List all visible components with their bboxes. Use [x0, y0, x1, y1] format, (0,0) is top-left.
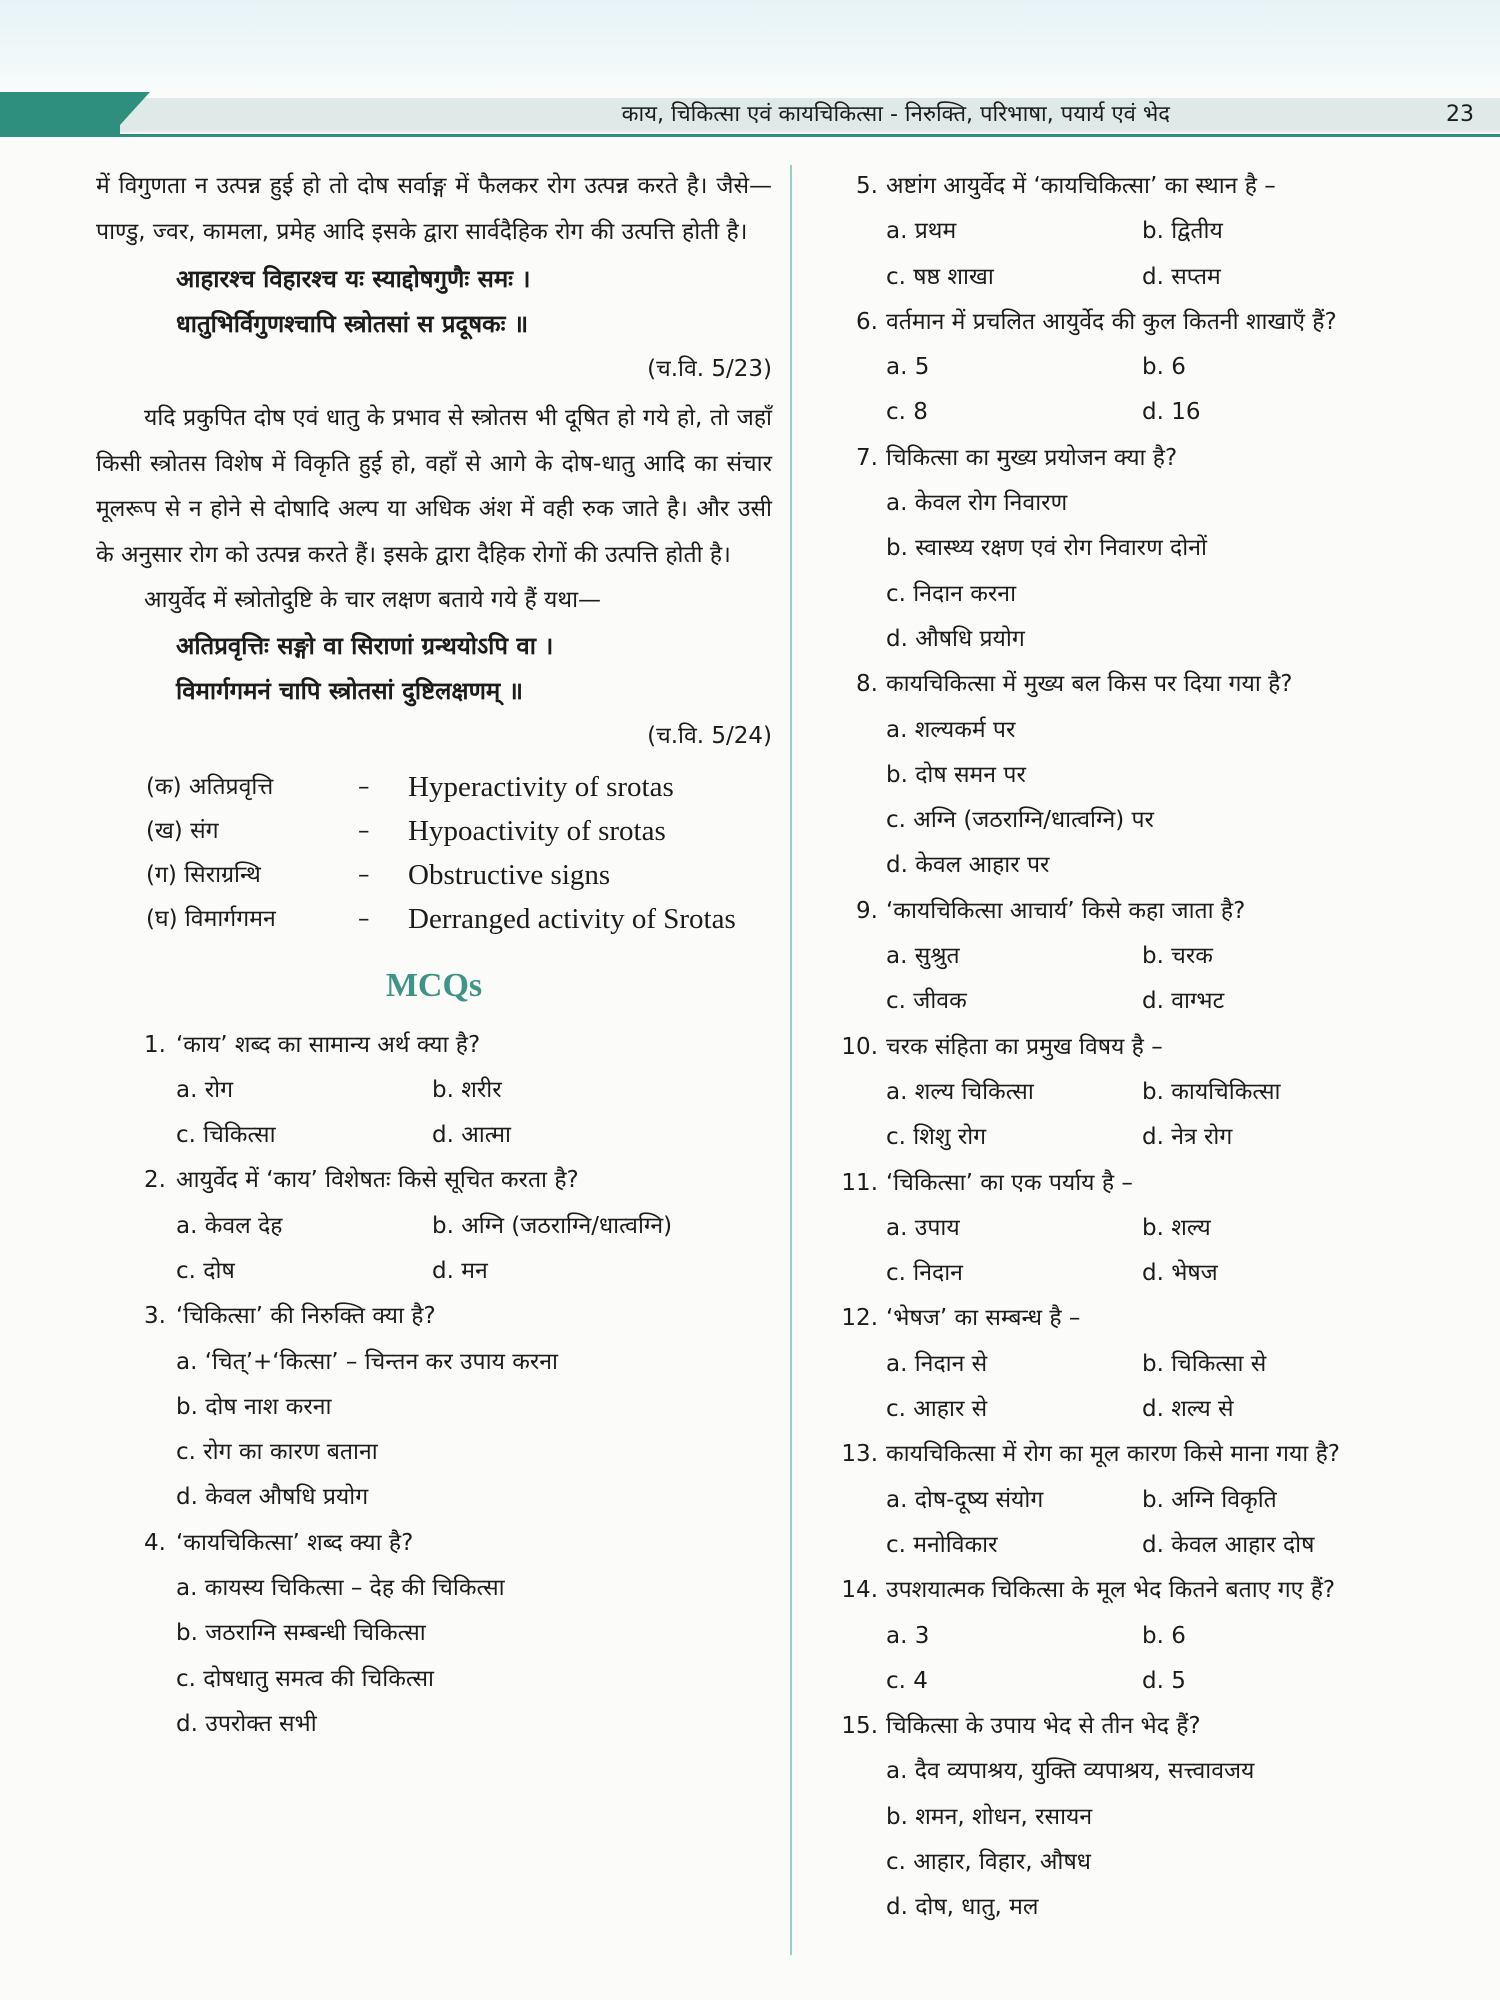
paragraph: यदि प्रकुपित दोष एवं धातु के प्रभाव से स्त्रोतस भी दूषित हो गये हो, तो जहाँ किसी स्त्रोतस विशेष में विकृति हुई हो, वहाँ से आगे के दोष-धातु आदि का संचार मूलरूप से न होने से दोषादि अल्प या अधिक अंश में वही रुक जाते है। और उसी के अनुसार रोग को उत्पन्न करते हैं। इसके द्वारा दैहिक रोगों की उत्पत्ति होती है।: [96, 405, 772, 568]
lakshana-english: Hyperactivity of srotas: [408, 770, 674, 803]
lakshana-term: (ग) सिराग्रन्थि: [146, 861, 261, 888]
page-number: 23: [1446, 102, 1474, 127]
mcq-options: [96, 1204, 772, 1295]
mcq-option: d. उपरोक्त सभी: [176, 1710, 317, 1737]
mcq-option: b. द्वितीय: [1142, 218, 1223, 245]
mcq-options: [810, 1342, 1480, 1433]
question-number: 8.: [856, 671, 878, 698]
paragraph: आयुर्वेद में स्त्रोतोदुष्टि के चार लक्षण बताये गये हैं यथा—: [144, 587, 602, 613]
question-text: कायचिकित्सा में मुख्य बल किस पर दिया गया है?: [886, 671, 1293, 698]
mcq-option: a. केवल देह: [176, 1212, 283, 1239]
question-number: 14.: [841, 1577, 878, 1604]
lakshana-row: [96, 853, 736, 897]
mcq-option: d. औषधि प्रयोग: [886, 625, 1025, 652]
mcq-options: [810, 708, 1480, 889]
mcq-options: [810, 345, 1480, 436]
mcq-option: d. केवल आहार दोष: [1142, 1531, 1315, 1558]
mcq-options: [810, 481, 1480, 662]
mcq-option: a. निदान से: [886, 1350, 988, 1377]
chapter-title: काय, चिकित्सा एवं कायचिकित्सा - निरुक्ति, परिभाषा, पयार्य एवं भेद: [621, 102, 1170, 127]
lakshana-term: (ख) संग: [146, 817, 219, 844]
mcq-option: c. षष्ठ शाखा: [886, 263, 994, 290]
mcq-option: b. दोष समन पर: [886, 761, 1026, 788]
lakshana-dash: –: [358, 861, 370, 888]
mcq-question: [810, 1432, 1480, 1477]
shloka-line: आहारश्च विहारश्च यः स्याद्दोषगुणैः समः ।: [176, 265, 531, 293]
mcq-option: b. चरक: [1142, 943, 1213, 970]
mcq-option: d. दोष, धातु, मल: [886, 1894, 1039, 1921]
mcq-option: b. शरीर: [432, 1076, 502, 1103]
question-number: 10.: [841, 1033, 878, 1060]
mcq-option: a. उपाय: [886, 1214, 960, 1241]
shloka-line: विमार्गगमनं चापि स्त्रोतसां दुष्टिलक्षणम् ॥: [176, 676, 524, 705]
mcq-option: a. केवल रोग निवारण: [886, 490, 1068, 517]
mcq-question: [810, 1161, 1480, 1206]
mcq-heading: MCQs: [385, 966, 483, 1004]
mcq-question: [810, 164, 1480, 209]
mcq-option: c. 8: [886, 399, 928, 426]
mcq-option: c. आहार, विहार, औषध: [886, 1848, 1091, 1875]
question-number: 11.: [841, 1169, 878, 1196]
mcq-option: d. वाग्भट: [1142, 988, 1225, 1015]
mcq-option: b. शल्य: [1142, 1214, 1211, 1241]
mcq-option: d. भेषज: [1142, 1260, 1218, 1287]
question-text: ‘चिकित्सा’ की निरुक्ति क्या है?: [176, 1303, 436, 1330]
mcq-option: a. रोग: [176, 1076, 234, 1103]
mcq-option: d. सप्तम: [1142, 263, 1221, 290]
mcq-option: c. शिशु रोग: [886, 1124, 987, 1151]
question-number: 4.: [144, 1529, 166, 1556]
mcq-option: c. 4: [886, 1667, 928, 1694]
mcq-option: a. ‘चित्’+‘कित्सा’ – चिन्तन कर उपाय करना: [176, 1348, 559, 1375]
question-number: 3.: [144, 1303, 166, 1330]
mcq-option: c. आहार से: [886, 1396, 988, 1423]
shloka-block: [96, 624, 772, 759]
mcq-option: b. दोष नाश करना: [176, 1393, 332, 1420]
mcq-question: [810, 1704, 1480, 1749]
mcq-option: b. अग्नि (जठराग्नि/धात्वग्नि): [432, 1212, 673, 1239]
mcq-options: [810, 1749, 1480, 1930]
lakshana-row: [96, 809, 736, 853]
mcq-option: a. दैव व्यपाश्रय, युक्ति व्यपाश्रय, सत्त्वावजय: [886, 1758, 1255, 1785]
mcq-option: a. सुश्रुत: [886, 943, 960, 970]
question-number: 5.: [856, 173, 878, 199]
mcq-option: a. 5: [886, 354, 930, 381]
mcq-option: b. कायचिकित्सा: [1142, 1078, 1281, 1105]
mcq-option: a. 3: [886, 1622, 930, 1649]
mcq-question: [810, 662, 1480, 707]
question-text: अष्टांग आयुर्वेद में ‘कायचिकित्सा’ का स्थान है –: [886, 173, 1276, 199]
header-accent-slant: [110, 92, 150, 136]
mcq-option: c. चिकित्सा: [176, 1122, 276, 1149]
mcq-option: c. निदान करना: [886, 580, 1017, 607]
question-text: ‘कायचिकित्सा’ शब्द क्या है?: [176, 1529, 414, 1556]
question-text: ‘काय’ शब्द का सामान्य अर्थ क्या है?: [176, 1031, 481, 1058]
mcq-option: d. आत्मा: [432, 1122, 511, 1149]
mcq-options: [96, 1566, 772, 1747]
question-number: 15.: [841, 1713, 878, 1740]
right-column: [810, 164, 1480, 1931]
running-header: [0, 92, 1500, 136]
column-divider: [790, 165, 792, 1955]
mcq-question: [810, 1296, 1480, 1341]
mcq-option: b. स्वास्थ्य रक्षण एवं रोग निवारण दोनों: [886, 535, 1207, 562]
mcq-question: [810, 889, 1480, 934]
mcq-option: c. दोषधातु समत्व की चिकित्सा: [176, 1665, 434, 1692]
question-number: 9.: [856, 897, 878, 924]
mcq-question: [96, 1023, 772, 1068]
mcq-option: b. 6: [1142, 354, 1186, 381]
mcq-option: a. दोष-दूष्य संयोग: [886, 1486, 1044, 1513]
mcq-option: c. दोष: [176, 1257, 235, 1284]
question-text: उपशयात्मक चिकित्सा के मूल भेद कितने बताए गए हैं?: [886, 1577, 1336, 1604]
mcq-option: d. मन: [432, 1257, 488, 1284]
question-text: ‘चिकित्सा’ का एक पर्याय है –: [886, 1169, 1133, 1196]
mcq-option: c. जीवक: [886, 988, 967, 1015]
question-text: चिकित्सा के उपाय भेद से तीन भेद हैं?: [886, 1713, 1201, 1740]
mcq-options: [810, 934, 1480, 1025]
shloka-line: धातुभिर्विगुणश्चापि स्त्रोतसां स प्रदूषकः ॥: [176, 310, 529, 338]
mcq-question: [810, 1025, 1480, 1070]
mcq-option: c. मनोविकार: [886, 1531, 998, 1558]
lakshana-row: [96, 897, 736, 941]
question-text: वर्तमान में प्रचलित आयुर्वेद की कुल कितनी शाखाएँ हैं?: [886, 308, 1337, 335]
mcq-option: b. अग्नि विकृति: [1142, 1486, 1277, 1513]
mcq-options: [96, 1068, 772, 1159]
question-text: चिकित्सा का मुख्य प्रयोजन क्या है?: [886, 444, 1178, 471]
mcq-question: [96, 1294, 772, 1339]
mcq-option: d. केवल आहार पर: [886, 852, 1050, 879]
page-top-tint: [0, 0, 1500, 90]
shloka-reference: (च.वि. 5/23): [647, 356, 772, 382]
paragraph: में विगुणता न उत्पन्न हुई हो तो दोष सर्वाङ्ग में फैलकर रोग उत्पन्न करते है। जैसे— पाण्डु, ज्वर, कामला, प्रमेह आदि इसके द्वारा सार्वदैहिक रोग की उत्पत्ति होती है।: [96, 173, 772, 245]
lakshana-dash: –: [358, 773, 370, 800]
mcq-option: d. नेत्र रोग: [1142, 1124, 1233, 1151]
mcq-option: b. जठराग्नि सम्बन्धी चिकित्सा: [176, 1620, 426, 1647]
lakshana-row: [96, 765, 736, 809]
mcq-option: a. कायस्य चिकित्सा – देह की चिकित्सा: [176, 1575, 505, 1602]
mcq-option: a. प्रथम: [886, 218, 957, 245]
mcq-option: c. रोग का कारण बताना: [176, 1439, 378, 1466]
mcq-question: [810, 1568, 1480, 1613]
lakshana-english: Hypoactivity of srotas: [408, 814, 666, 847]
shloka-reference: (च.वि. 5/24): [647, 722, 772, 749]
shloka-line: अतिप्रवृत्तिः सङ्गो वा सिराणां ग्रन्थयोऽपि वा ।: [176, 631, 554, 660]
mcq-option: d. 16: [1142, 399, 1201, 426]
question-text: चरक संहिता का प्रमुख विषय है –: [886, 1033, 1163, 1060]
lakshana-dash: –: [358, 905, 370, 932]
mcq-options: [810, 1478, 1480, 1569]
mcq-question: [810, 300, 1480, 345]
question-text: आयुर्वेद में ‘काय’ विशेषतः किसे सूचित करता है?: [176, 1167, 579, 1194]
left-column: [96, 164, 772, 1747]
mcq-option: b. 6: [1142, 1622, 1186, 1649]
header-accent: [0, 92, 120, 136]
question-number: 1.: [144, 1031, 166, 1058]
header-rule: [0, 134, 1500, 137]
mcq-question: [96, 1158, 772, 1203]
mcq-option: c. निदान: [886, 1260, 963, 1287]
mcq-option: a. शल्यकर्म पर: [886, 716, 1016, 743]
mcq-option: d. शल्य से: [1142, 1396, 1234, 1423]
lakshana-dash: –: [358, 817, 370, 844]
mcq-options: [96, 1340, 772, 1521]
lakshana-english: Obstructive signs: [408, 858, 611, 891]
lakshana-table: [96, 765, 736, 941]
mcq-option: d. 5: [1142, 1667, 1186, 1694]
mcq-options: [810, 1070, 1480, 1161]
question-text: ‘भेषज’ का सम्बन्ध है –: [886, 1305, 1081, 1332]
question-text: कायचिकित्सा में रोग का मूल कारण किसे माना गया है?: [886, 1441, 1340, 1468]
mcq-option: b. चिकित्सा से: [1142, 1350, 1267, 1377]
lakshana-term: (क) अतिप्रवृत्ति: [146, 773, 274, 800]
question-text: ‘कायचिकित्सा आचार्य’ किसे कहा जाता है?: [886, 897, 1246, 924]
mcq-option: a. शल्य चिकित्सा: [886, 1078, 1034, 1105]
mcq-options: [810, 1614, 1480, 1705]
question-number: 7.: [856, 444, 878, 471]
mcq-option: b. शमन, शोधन, रसायन: [886, 1803, 1093, 1830]
mcq-options: [810, 209, 1480, 300]
mcq-question: [810, 436, 1480, 481]
lakshana-term: (घ) विमार्गगमन: [146, 905, 276, 932]
question-number: 12.: [841, 1305, 878, 1332]
mcq-option: d. केवल औषधि प्रयोग: [176, 1484, 369, 1511]
mcq-option: c. अग्नि (जठराग्नि/धात्वग्नि) पर: [886, 807, 1154, 834]
question-number: 6.: [856, 308, 878, 335]
mcq-question: [96, 1521, 772, 1566]
mcq-options: [810, 1206, 1480, 1297]
shloka-block: [96, 257, 772, 392]
lakshana-english: Derranged activity of Srotas: [408, 902, 736, 935]
question-number: 2.: [144, 1167, 166, 1194]
question-number: 13.: [841, 1441, 878, 1468]
